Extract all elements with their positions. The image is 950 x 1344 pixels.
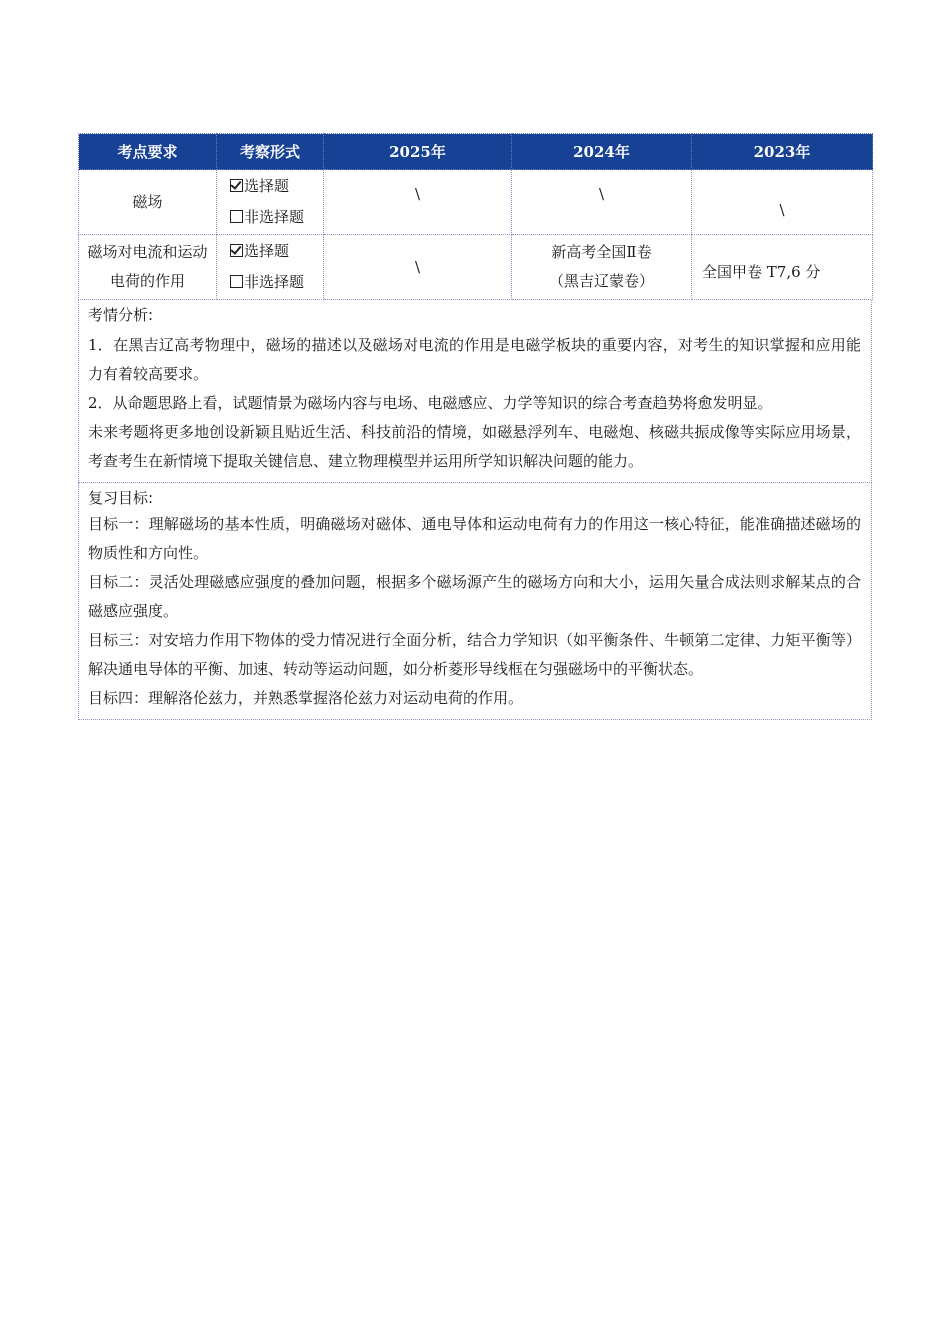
form-option-label: 选择题 [244, 242, 290, 260]
exam-requirements-table [78, 133, 873, 300]
goal-item: 目标四：理解洛伦兹力，并熟悉掌握洛伦兹力对运动电荷的作用。 [88, 689, 524, 707]
year-2023-cell: 全国甲卷 T7,6 分 [692, 235, 873, 300]
header-form: 考察形式 [217, 134, 324, 170]
year-2024-cell [512, 235, 692, 300]
analysis-paragraph: 2．从命题思路上看，试题情景为磁场内容与电场、电磁感应、力学等知识的综合考查趋势将愈发明显。 [88, 394, 773, 412]
exam-paper-name: 新高考全国Ⅱ卷 [551, 243, 652, 261]
analysis-section [78, 300, 872, 483]
exam-paper-region: （黑吉辽蒙卷） [548, 272, 654, 290]
goals-section [78, 483, 872, 720]
table-header-row [79, 134, 873, 170]
topic-cell: 磁场 [79, 170, 217, 235]
checked-box-icon [230, 179, 243, 192]
header-topic: 考点要求 [79, 134, 217, 170]
table-row [79, 235, 873, 300]
empty-box-icon [230, 210, 243, 223]
form-option-label: 非选择题 [244, 273, 305, 291]
header-2025: 2025年 [324, 134, 512, 170]
header-2023: 2023年 [692, 134, 873, 170]
goal-item: 目标一：理解磁场的基本性质，明确磁场对磁体、通电导体和运动电荷有力的作用这一核心特征，能准确描述磁场的物质性和方向性。 [88, 515, 861, 562]
goal-item: 目标二：灵活处理磁感应强度的叠加问题，根据多个磁场源产生的磁场方向和大小，运用矢量合成法则求解某点的合磁感应强度。 [88, 573, 861, 620]
empty-box-icon [230, 275, 243, 288]
checked-box-icon [230, 244, 243, 257]
header-2024: 2024年 [512, 134, 692, 170]
form-option-choice [230, 236, 322, 267]
table-row [79, 170, 873, 235]
year-2025-cell: \ [324, 235, 512, 300]
form-option-nonchoice [230, 202, 322, 233]
topic-cell: 磁场对电流和运动电荷的作用 [79, 235, 217, 300]
exam-overview-document [78, 133, 872, 720]
year-2024-cell: \ [512, 170, 692, 235]
analysis-paragraph: 1．在黑吉辽高考物理中，磁场的描述以及磁场对电流的作用是电磁学板块的重要内容，对考生的知识掌握和应用能力有着较高要求。 [88, 336, 861, 383]
analysis-paragraph: 未来考题将更多地创设新颖且贴近生活、科技前沿的情境，如磁悬浮列车、电磁炮、核磁共振成像等实际应用场景，考查考生在新情境下提取关键信息、建立物理模型并运用所学知识解决问题的能力。 [88, 423, 861, 470]
form-cell [217, 170, 324, 235]
form-cell [217, 235, 324, 300]
analysis-title: 考情分析: [88, 306, 154, 324]
goal-item: 目标三：对安培力作用下物体的受力情况进行全面分析，结合力学知识（如平衡条件、牛顿第二定律、力矩平衡等）解决通电导体的平衡、加速、转动等运动问题，如分析菱形导线框在匀强磁场中的平衡状态。 [88, 631, 861, 678]
year-2023-cell: \ [692, 170, 873, 235]
goals-title: 复习目标: [88, 489, 154, 507]
form-option-choice [230, 171, 322, 202]
form-option-nonchoice [230, 267, 322, 298]
form-option-label: 选择题 [244, 177, 290, 195]
year-2025-cell: \ [324, 170, 512, 235]
form-option-label: 非选择题 [244, 208, 305, 226]
